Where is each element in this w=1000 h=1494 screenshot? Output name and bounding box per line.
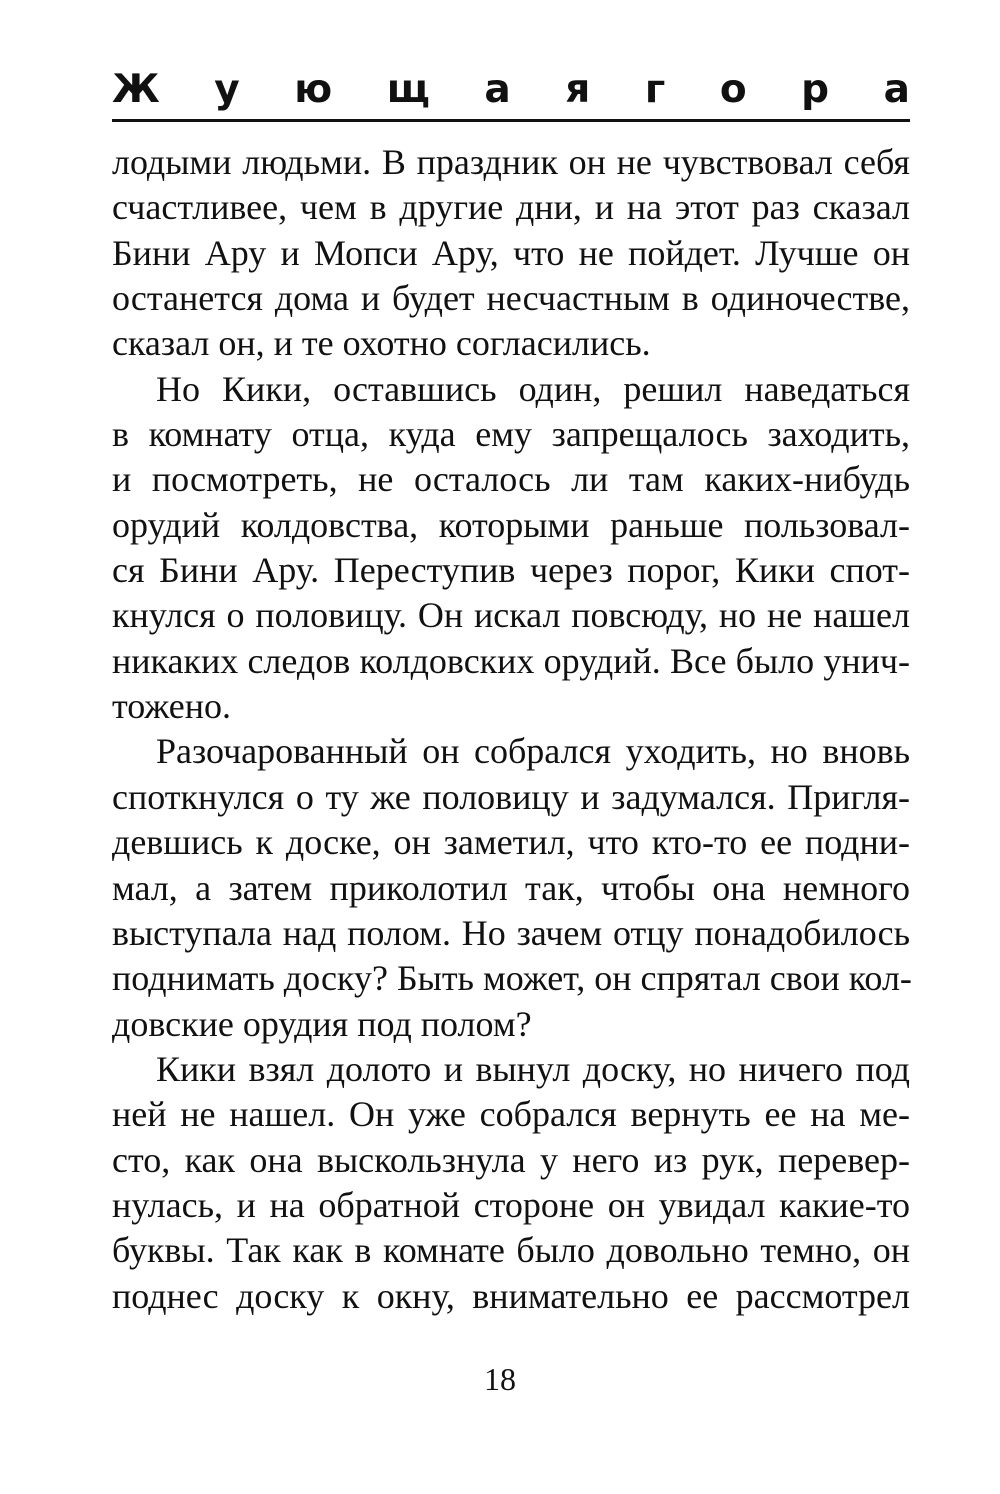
- running-head-letter: а: [883, 67, 910, 112]
- text-line: поднес доску к окну, внимательно ее рассмотрел: [112, 1275, 910, 1316]
- running-head-letter: щ: [386, 67, 430, 112]
- paragraph-first-line: Разочарованный он собрался уходить, но вновь: [156, 731, 910, 772]
- running-head-letter: г: [644, 67, 666, 112]
- body-text: [112, 140, 910, 1319]
- header-rule: [112, 119, 910, 122]
- text-line: никаких следов колдовских орудий. Все было унич-: [112, 640, 910, 681]
- running-head-letter: я: [565, 67, 591, 112]
- text-line: буквы. Так как в комнате было довольно темно, он: [112, 1230, 910, 1271]
- text-line: сто, как она выскользнула у него из рук, перевер-: [112, 1139, 910, 1180]
- text-line: Бини Ару и Мопси Ару, что не пойдет. Лучше он: [112, 232, 910, 273]
- running-head-letter: у: [214, 67, 240, 112]
- running-head-letter: а: [484, 67, 511, 112]
- running-head: [112, 66, 910, 114]
- text-line: орудий колдовства, которыми раньше пользовал-: [112, 504, 910, 545]
- text-line: ней не нашел. Он уже собрался вернуть ее на ме-: [112, 1094, 910, 1135]
- text-line: счастливее, чем в другие дни, и на этот раз сказал: [112, 187, 910, 228]
- text-line: кнулся о половицу. Он искал повсюду, но не нашел: [112, 595, 910, 636]
- paragraph-first-line: Но Кики, оставшись один, решил наведаться: [156, 368, 910, 409]
- text-line: тожено.: [112, 686, 232, 727]
- text-line: мал, а затем приколотил так, чтобы она немного: [112, 867, 910, 908]
- running-head-letter: о: [719, 67, 747, 112]
- text-line: выступала над полом. Но зачем отцу понадобилось: [112, 912, 910, 953]
- running-head-letter: р: [801, 67, 830, 112]
- text-line: сказал он, и те охотно согласились.: [112, 323, 651, 364]
- page-number: 18: [484, 1361, 516, 1397]
- paragraph-first-line: Кики взял долото и вынул доску, но ничего под: [156, 1048, 910, 1089]
- text-line: останется дома и будет несчастным в одиночестве,: [112, 278, 910, 319]
- text-line: нулась, и на обратной стороне он увидал какие-то: [112, 1184, 910, 1225]
- text-line: споткнулся о ту же половицу и задумался. Пригля-: [112, 776, 910, 817]
- running-head-letter: ю: [294, 67, 333, 112]
- text-line: довские орудия под полом?: [112, 1003, 532, 1044]
- text-line: поднимать доску? Быть может, он спрятал свои кол-: [112, 958, 912, 999]
- text-line: девшись к доске, он заметил, что кто-то ее подни-: [112, 822, 910, 863]
- text-line: лодыми людьми. В праздник он не чувствовал себя: [112, 142, 910, 182]
- text-line: и посмотреть, не осталось ли там каких-нибудь: [112, 459, 910, 500]
- running-head-letter: Ж: [112, 67, 160, 112]
- text-line: ся Бини Ару. Переступив через порог, Кики спот-: [112, 550, 910, 591]
- text-line: в комнату отца, куда ему запрещалось заходить,: [112, 414, 910, 455]
